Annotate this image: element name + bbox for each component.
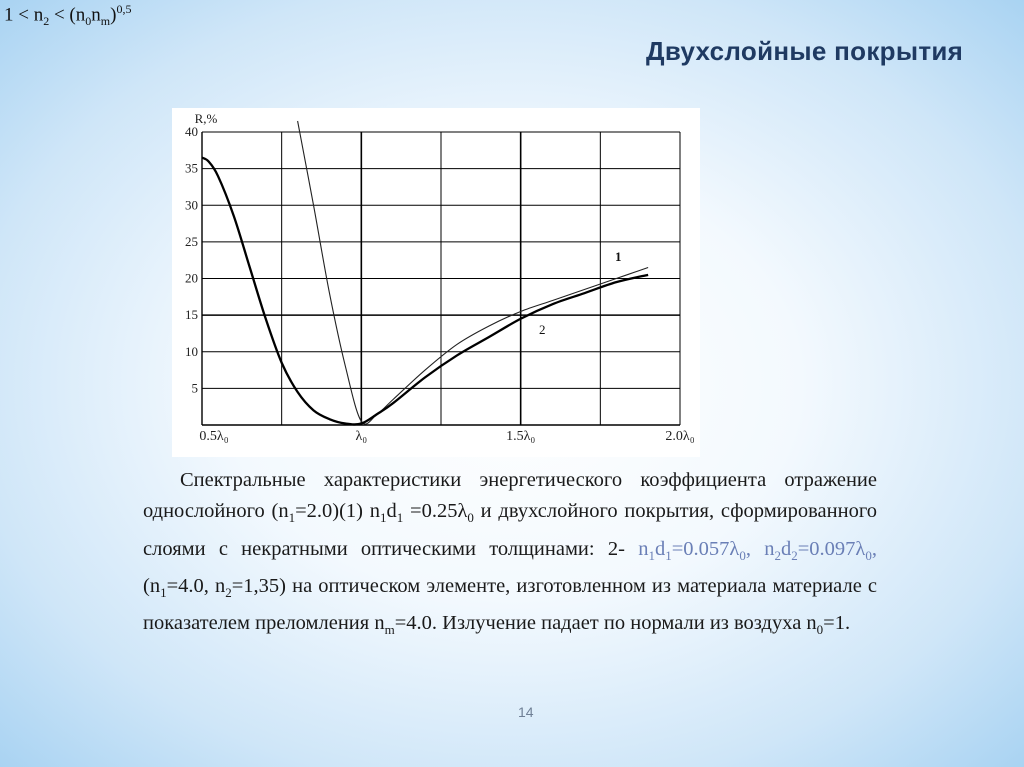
formula: $1 < n_2 < (n_0n_m)^{0,5}$ [4, 2, 132, 29]
y-tick-label: 20 [185, 270, 198, 286]
y-tick-label: 35 [185, 160, 198, 176]
x-tick-label: 2.0λ₀ [665, 429, 695, 444]
y-tick-label: 10 [185, 343, 198, 359]
y-tick-label: 40 [185, 124, 198, 139]
y-tick-label: 25 [185, 233, 198, 249]
highlight-thickness: $n_1d_1=0.057\lambda_0$, $n_2d_2=0.097\lambda_0$, [638, 537, 877, 563]
series-label-2: 2 [539, 322, 546, 337]
y-tick-label: 15 [185, 307, 198, 323]
series-label-1: 1 [615, 249, 622, 264]
reflectance-chart [172, 108, 700, 457]
x-tick-label: λ₀ [355, 429, 368, 444]
y-axis-label: R,% [194, 111, 218, 126]
chart-svg [172, 108, 700, 457]
y-tick-label: 5 [191, 380, 198, 396]
y-tick-label: 30 [185, 197, 198, 213]
x-tick-label: 0.5λ₀ [199, 429, 229, 444]
figure-caption: Спектральные характеристики энергетического коэффициента отражение однослойного $(n_1=2.0)(1)$ $n_1d_1 =0.25\lambda_0$ и двухслойного покрытия, сформированного слоями с некратными оптическими толщинами: 2- $n_1d_1=0.057\lambda_0$, $n_2d_2=0.097\lambda_0$, ($n_1=4.0$, $n_2=1,35$) на оптическом элементе, изготовленном из материала материале с показателем преломления $n_m=4.0$. Излучение падает по нормали из воздуха $n_0=1$. [143, 469, 877, 638]
x-tick-label: 1.5λ₀ [506, 429, 536, 444]
series-line-1 [298, 121, 649, 424]
page-number: 14 [518, 704, 534, 720]
slide-title: Двухслойные покрытия [646, 36, 964, 66]
